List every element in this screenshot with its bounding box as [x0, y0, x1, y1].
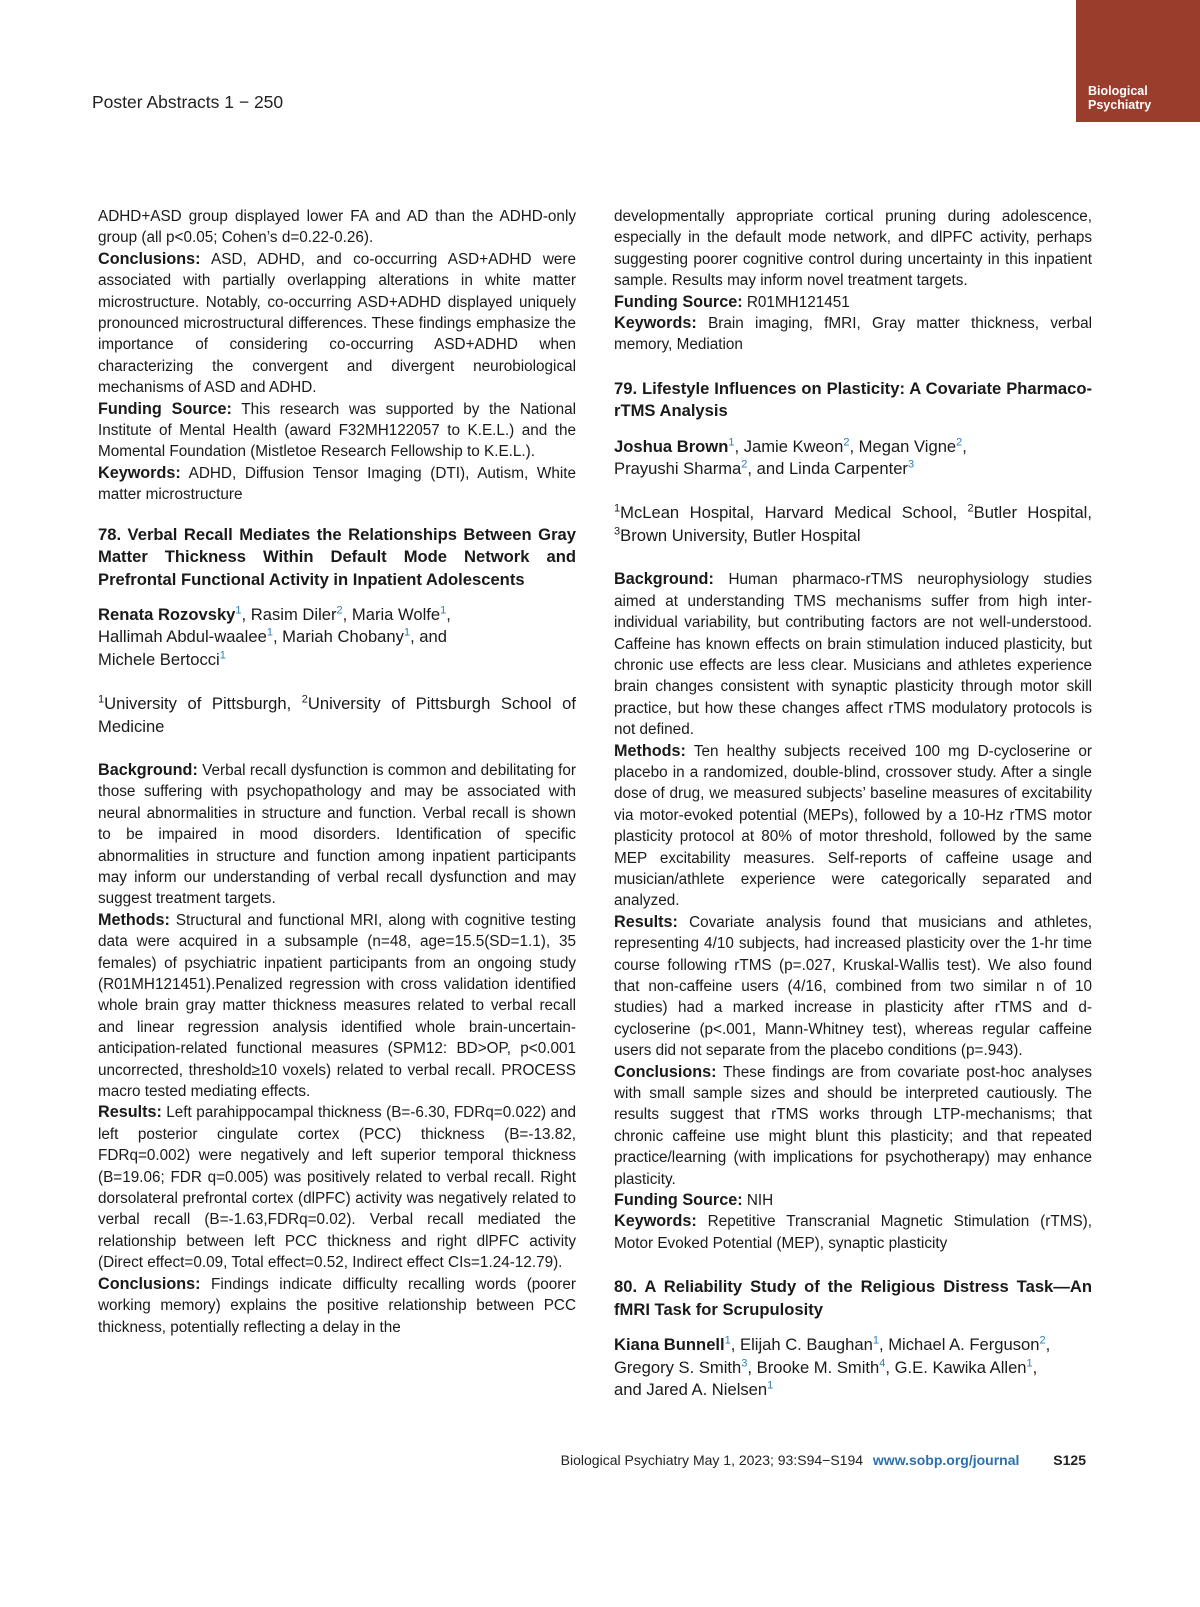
conclusions-label: Conclusions:	[98, 249, 201, 268]
left-column	[98, 206, 576, 1338]
right-column	[614, 206, 1092, 1401]
abstract-79-conclusions: Conclusions: These findings are from covariate post-hoc analyses with small sample sizes and should be interpreted cautiously. The results suggest that rTMS works through LTP-mechanisms; that chronic caffeine use might blunt this plasticity; and that repeated practice/learning (with implications for psychotherapy) may enhance plasticity.	[614, 1062, 1092, 1188]
abstract-80-title: 80. A Reliability Study of the Religious Distress Task—An fMRI Task for Scrupulosity	[614, 1277, 1092, 1319]
footer-citation: Biological Psychiatry May 1, 2023; 93:S94−S194	[560, 1452, 864, 1468]
prev-keywords	[98, 463, 576, 506]
abstract-79-background: Background: Human pharmaco-rTMS neurophysiology studies aimed at understanding TMS mechanisms suffer from high inter-individual variability, but contributing factors are not well-understood. Caffeine has known effects on brain stimulation induced plasticity, but chronic use effects are less clear. Musicians and athletes experience brain changes consistent with synaptic plasticity through motor skill practice, but how these changes affect rTMS modulatory protocols is not defined.	[614, 570, 1093, 739]
abstract-79-results: Results: Covariate analysis found that musicians and athletes, representing 4/10 subjects, had increased plasticity over the 1-hr time course following rTMS (p=.027, Kruskal-Wallis test). We also found that non-caffeine users (4/16, combined from two similar n of 10 studies) had a marked increase in plasticity after rTMS and d-cycloserine (p<.001, Mann-Whitney test), whereas regular caffeine users did not separate from the placebo conditions (p=.943).	[614, 912, 1093, 1060]
abstract-79-methods: Methods: Ten healthy subjects received 100 mg D-cycloserine or placebo in a randomized, double-blind, crossover study. After a single dose of drug, we measured subjects’ baseline measures of excitability via motor-evoked potential (MEPs), followed by a 10-Hz rTMS motor plasticity protocol at 80% of motor threshold, followed by the same MEP excitability measures. Self-reports of caffeine usage and musician/athlete experience were categorically separated and analyzed.	[614, 741, 1092, 910]
abstract-78-title: 78. Verbal Recall Mediates the Relationships Between Gray Matter Thickness Within Default Mode Network and Prefrontal Functional Activity in Inpatient Adolescents	[98, 524, 576, 589]
abstract-78-conclusions-cont: developmentally appropriate cortical pruning during adolescence, especially in the default mode network, and dlPFC activity, perhaps suggesting poorer cognitive control during uncertainty in this inpatient sample. Results may inform novel treatment targets.	[614, 208, 1092, 290]
prev-conclusions	[98, 249, 576, 399]
page-footer	[561, 1452, 1086, 1468]
funding-label: Funding Source:	[98, 399, 232, 418]
funding-text: This research was supported by the National Institute of Mental Health (award F32MH122057 to K.E.L.) and the Momental Foundation (Mistletoe Research Fellowship to K.E.L.).	[98, 400, 577, 461]
abstract-78-methods: Methods: Structural and functional MRI, along with cognitive testing data were acquired in a subsample (n=48, age=15.5(SD=1.1), 35 females) of psychiatric inpatient participants from an ongoing study (R01MH121451).Penalized regression with cross validation identified whole brain gray matter thickness measures related to verbal recall and linear regression analysis identified whole brain-uncertain-anticipation-related functional measures (SPM12: BD>OP, p<0.001 uncorrected, threshold≥10 voxels) related to verbal recall. PROCESS macro tested mediating effects.	[98, 910, 577, 1101]
keywords-text: ADHD, Diffusion Tensor Imaging (DTI), Autism, White matter microstructure	[98, 464, 577, 504]
abstract-78-background: Background: Verbal recall dysfunction is common and debilitating for those suffering with psychopathology and may be associated with neural abnormalities in structure and function. Verbal recall is shown to be impaired in mood disorders. Identification of specific abnormalities in structure and function among inpatient participants may inform our understanding of verbal recall dysfunction and may suggest treatment targets.	[98, 760, 576, 908]
abstract-79-keywords: Keywords: Repetitive Transcranial Magnetic Stimulation (rTMS), Motor Evoked Potential (MEP), synaptic plasticity	[614, 1212, 1093, 1252]
journal-brand-logo	[1076, 0, 1200, 122]
abstract-78-conclusions: Conclusions: Findings indicate difficulty recalling words (poorer working memory) explains the positive relationship between PCC thickness, potentially reflecting a delay in the	[98, 1274, 577, 1336]
abstract-79-title: 79. Lifestyle Influences on Plasticity: A Covariate Pharmaco-rTMS Analysis	[614, 378, 1092, 421]
abstract-79-funding: Funding Source: NIH	[614, 1191, 774, 1210]
brand-line-1: Biological	[1088, 84, 1148, 98]
abstract-80-authors: Kiana Bunnell$^1$, Elijah C. Baughan$^1$, Michael A. Ferguson$^2$, Gregory S. Smith$^3$, Brooke M. Smith$^4$, G.E. Kawika Allen$^1$, and Jared A. Nielsen$^1$	[614, 1334, 1051, 1399]
abstract-78-keywords: Keywords: Brain imaging, fMRI, Gray matter thickness, verbal memory, Mediation	[614, 314, 1093, 354]
abstract-79-affiliations: $^1$McLean Hospital, Harvard Medical School, $^2$Butler Hospital, $^3$Brown University, Butler Hospital	[614, 502, 1092, 545]
abstract-78-authors: Renata Rozovsky$^1$, Rasim Diler$^2$, Maria Wolfe$^1$, Hallimah Abdul-waalee$^1$, Mariah Chobany$^1$, and Michele Bertocci$^1$	[98, 604, 451, 669]
journal-url-link[interactable]: www.sobp.org/journal	[872, 1452, 1020, 1468]
abstract-78-affiliations: $^1$University of Pittsburgh, $^2$University of Pittsburgh School of Medicine	[98, 693, 576, 736]
abstract-78-results: Results: Left parahippocampal thickness (B=-6.30, FDRq=0.022) and left posterior cingulate cortex (PCC) thickness (B=-13.82, FDRq=0.002) were negatively and left superior temporal thickness (B=19.06; FDR q=0.005) was positively related to verbal recall. Right dorsolateral prefrontal cortex (dlPFC) activity was negatively related to verbal recall (B=-1.63,FDRq=0.02). Verbal recall mediated the relationship between left PCC thickness and right dlPFC activity (Direct effect=0.09, Total effect=0.52, Indirect effect CIs=1.24-12.79).	[98, 1103, 577, 1272]
keywords-label: Keywords:	[98, 463, 181, 482]
prev-abstract-continuation: ADHD+ASD group displayed lower FA and AD than the ADHD-only group (all p<0.05; Cohen’s d=0.22-0.26).	[98, 208, 576, 247]
prev-funding	[98, 399, 576, 463]
abstract-79-authors: Joshua Brown$^1$, Jamie Kweon$^2$, Megan Vigne$^2$, Prayushi Sharma$^2$, and Linda Carpenter$^3$	[614, 436, 967, 479]
conclusions-text: ASD, ADHD, and co-occurring ASD+ADHD were associated with partially overlapping alterations in white matter microstructure. Notably, co-occurring ASD+ADHD displayed uniquely pronounced microstructural differences. These findings emphasize the importance of considering co-occurring ASD+ADHD when characterizing the convergent and divergent neurobiological mechanisms of ASD and ADHD.	[98, 250, 576, 397]
running-head: Poster Abstracts 1 − 250	[92, 92, 284, 112]
page-number: S125	[1053, 1452, 1086, 1468]
brand-line-2: Psychiatry	[1088, 98, 1152, 112]
abstract-78-funding: Funding Source: R01MH121451	[614, 292, 850, 311]
